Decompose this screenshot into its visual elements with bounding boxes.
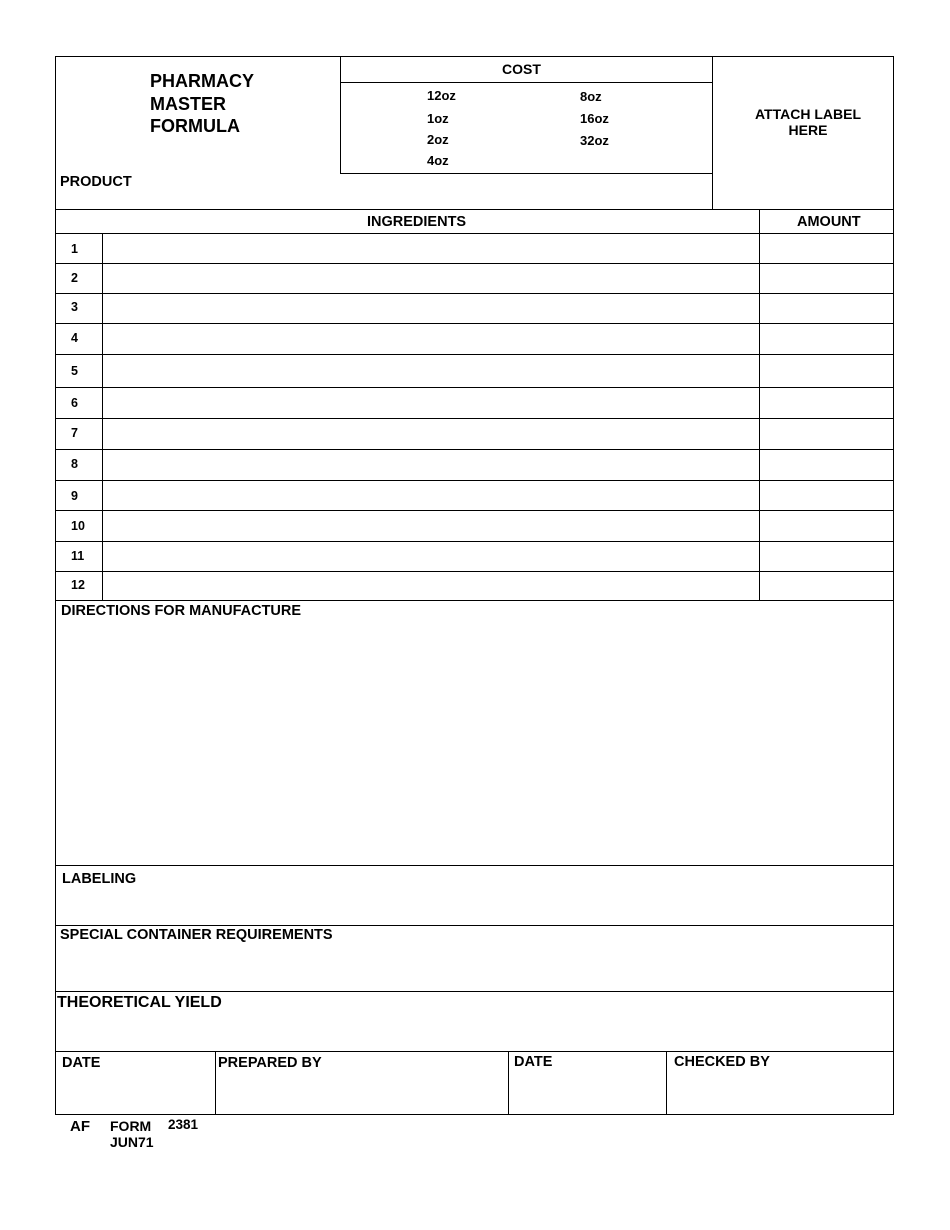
ingredient-field[interactable] (103, 572, 759, 600)
cost-size-16oz: 16oz (580, 111, 609, 126)
directions-label: DIRECTIONS FOR MANUFACTURE (61, 603, 302, 619)
attach-label-line-1: ATTACH LABEL (754, 106, 862, 122)
attach-label-area (740, 106, 876, 138)
yield-bottom-line (55, 1051, 894, 1052)
ingredient-field[interactable] (103, 234, 759, 263)
date-field-2[interactable] (509, 1074, 665, 1114)
title-line-2: MASTER (150, 93, 226, 114)
footer-af: AF (70, 1118, 90, 1135)
amount-field[interactable] (760, 419, 893, 449)
amount-field[interactable] (760, 388, 893, 418)
ingredient-field[interactable] (103, 481, 759, 510)
prepared-by-field[interactable] (216, 1074, 507, 1114)
checked-by-field[interactable] (667, 1074, 892, 1114)
directions-field[interactable] (57, 622, 892, 864)
cost-size-2oz: 2oz (427, 132, 449, 147)
amount-header: AMOUNT (797, 214, 861, 230)
cost-left-divider (340, 57, 341, 173)
footer-form-number: 2381 (168, 1117, 199, 1132)
row-number-12: 12 (71, 578, 85, 592)
row-number-4: 4 (71, 331, 78, 345)
labeling-label: LABELING (62, 871, 137, 887)
amount-field[interactable] (760, 324, 893, 354)
container-bottom-line (55, 991, 894, 992)
form-title (150, 70, 254, 138)
cost-label: COST (502, 61, 541, 77)
ingredient-field[interactable] (103, 542, 759, 571)
amount-field[interactable] (760, 542, 893, 571)
amount-field[interactable] (760, 572, 893, 600)
row-number-2: 2 (71, 271, 78, 285)
ingredient-field[interactable] (103, 355, 759, 387)
title-line-3: FORMULA (150, 116, 240, 136)
product-field[interactable] (140, 175, 710, 207)
directions-bottom-line (55, 865, 894, 866)
amount-field[interactable] (760, 294, 893, 323)
row-number-11: 11 (71, 549, 85, 563)
footer-form-date: JUN71 (110, 1134, 154, 1150)
ingredients-header: INGREDIENTS (367, 214, 467, 230)
attach-label-divider (712, 57, 713, 209)
cost-size-8oz: 8oz (580, 89, 602, 104)
amount-field[interactable] (760, 481, 893, 510)
row-number-1: 1 (71, 242, 78, 256)
date-label-1: DATE (62, 1055, 101, 1071)
cost-header-divider (340, 82, 713, 83)
row-number-10: 10 (71, 519, 85, 533)
date-field-1[interactable] (57, 1074, 214, 1114)
ingredients-bottom-line (55, 600, 894, 601)
product-label: PRODUCT (60, 174, 132, 190)
container-label: SPECIAL CONTAINER REQUIREMENTS (60, 927, 333, 943)
row-number-7: 7 (71, 426, 78, 440)
amount-field[interactable] (760, 450, 893, 480)
cost-size-32oz: 32oz (580, 133, 609, 148)
ingredient-field[interactable] (103, 324, 759, 354)
row-number-3: 3 (71, 300, 78, 314)
ingredient-field[interactable] (103, 294, 759, 323)
cost-size-1oz: 1oz (427, 111, 449, 126)
row-number-6: 6 (71, 396, 78, 410)
row-number-5: 5 (71, 364, 78, 378)
date-label-2: DATE (514, 1054, 553, 1070)
cost-bottom-divider (340, 173, 713, 174)
footer-form: FORM (110, 1118, 152, 1134)
ingredient-field[interactable] (103, 450, 759, 480)
row-number-8: 8 (71, 457, 78, 471)
prepared-by-label: PREPARED BY (218, 1055, 322, 1071)
row-number-9: 9 (71, 489, 78, 503)
checked-by-label: CHECKED BY (674, 1054, 770, 1070)
ingredients-top-line (55, 209, 894, 210)
cost-size-12oz: 12oz (427, 88, 456, 103)
cost-size-4oz: 4oz (427, 153, 449, 168)
ingredient-field[interactable] (103, 511, 759, 541)
labeling-bottom-line (55, 925, 894, 926)
yield-field[interactable] (57, 1014, 892, 1050)
yield-label: THEORETICAL YIELD (57, 994, 222, 1011)
labeling-field[interactable] (57, 889, 892, 924)
title-line-1: PHARMACY (150, 71, 255, 91)
container-field[interactable] (57, 946, 892, 990)
attach-label-line-2: HERE (788, 122, 828, 138)
ingredient-field[interactable] (103, 388, 759, 418)
amount-field[interactable] (760, 511, 893, 541)
amount-field[interactable] (760, 264, 893, 293)
amount-field[interactable] (760, 355, 893, 387)
amount-field[interactable] (760, 234, 893, 263)
ingredient-field[interactable] (103, 264, 759, 293)
ingredient-field[interactable] (103, 419, 759, 449)
